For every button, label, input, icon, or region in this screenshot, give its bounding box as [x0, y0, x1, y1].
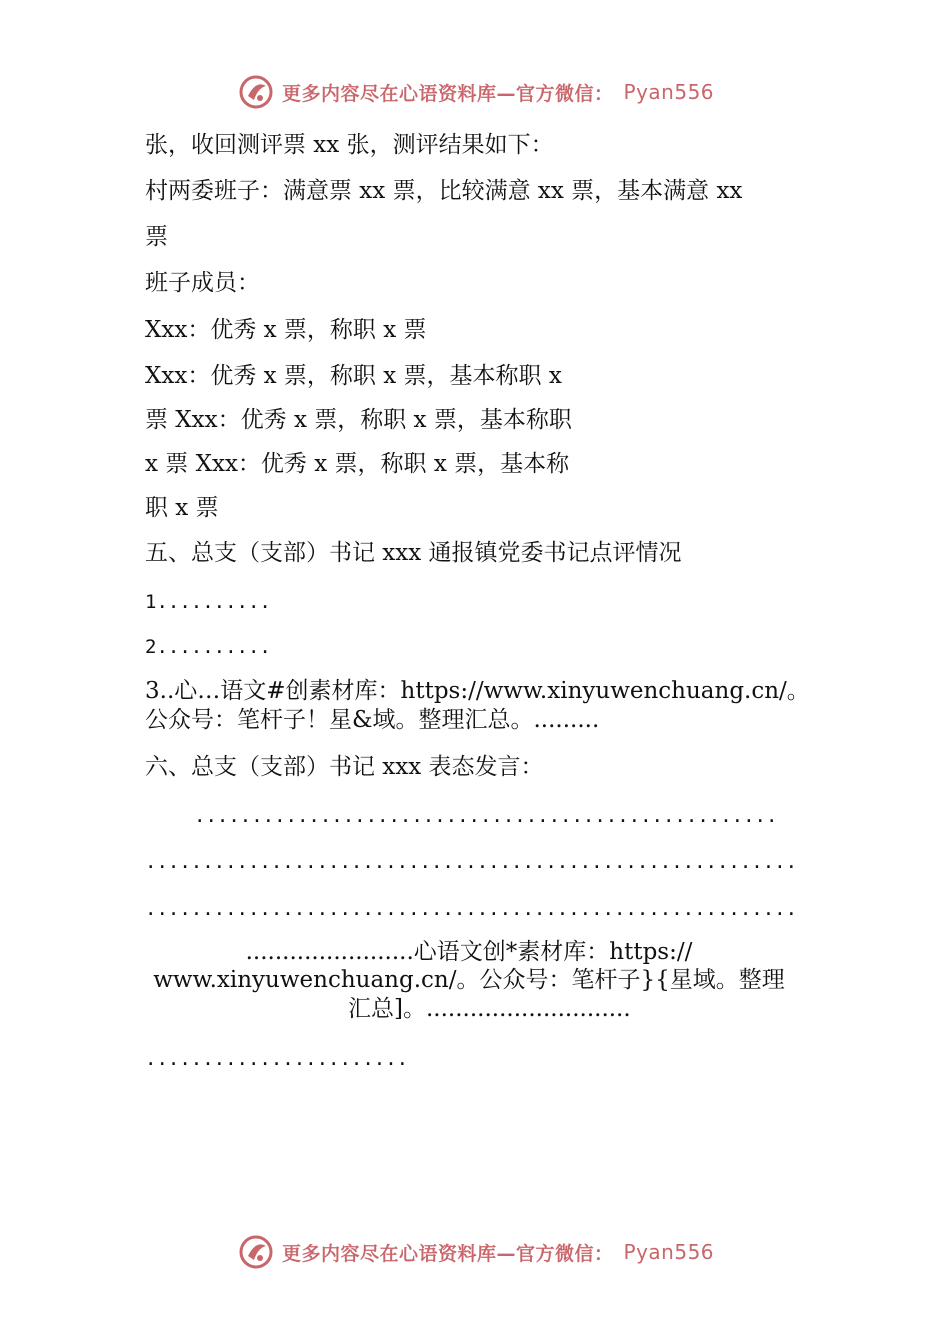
text-line: Xxx：优秀 x 票，称职 x 票 [145, 317, 427, 343]
header-banner [238, 72, 714, 112]
xinyu-logo-icon [238, 1234, 274, 1270]
text-line: 票 Xxx：优秀 x 票，称职 x 票，基本称职 [145, 407, 572, 433]
section-heading: 六、总支（支部）书记 xxx 表态发言： [145, 754, 544, 780]
text-line: 村两委班子：满意票 xx 票，比较满意 xx 票，基本满意 xx [145, 178, 743, 204]
list-item: 1.......... [145, 591, 271, 613]
dotted-line: ....................... [145, 1048, 409, 1070]
header-banner-text: 更多内容尽在心语资料库—官方微信： [282, 82, 614, 105]
xinyu-logo-icon [238, 74, 274, 110]
watermark-text-line: 汇总]。............................ [348, 996, 631, 1022]
watermark-text-line: .......................心语文创*素材库：https:// [245, 939, 693, 965]
text-line: 职 x 票 [145, 495, 219, 521]
text-line: 张，收回测评票 xx 张，测评结果如下： [145, 132, 554, 158]
watermark-text-line: www.xinyuwenchuang.cn/。公众号：笔杆子}{星域。整理 [153, 967, 785, 993]
list-item: 2.......... [145, 636, 271, 658]
list-item: 3..心…语文#创素材库：https://www.xinyuwenchuang.cn/。 [145, 678, 810, 704]
footer-banner [238, 1232, 714, 1272]
text-line: 票 [145, 224, 168, 250]
text-line: 公众号：笔杆子！星&域。整理汇总。......... [145, 707, 600, 733]
header-banner-wechat-id: Pyan556 [623, 80, 715, 104]
section-heading: 五、总支（支部）书记 xxx 通报镇党委书记点评情况 [145, 540, 682, 566]
text-line: 班子成员： [145, 270, 260, 296]
text-line: x 票 Xxx：优秀 x 票，称职 x 票，基本称 [145, 451, 570, 477]
dotted-line: ......................................................... [145, 898, 798, 920]
footer-banner-wechat-id: Pyan556 [623, 1240, 715, 1264]
text-line: Xxx：优秀 x 票，称职 x 票，基本称职 x [145, 363, 562, 389]
dotted-line: ......................................................... [145, 851, 798, 873]
dotted-line: ................................................... [194, 805, 778, 827]
footer-banner-text: 更多内容尽在心语资料库—官方微信： [282, 1242, 614, 1265]
